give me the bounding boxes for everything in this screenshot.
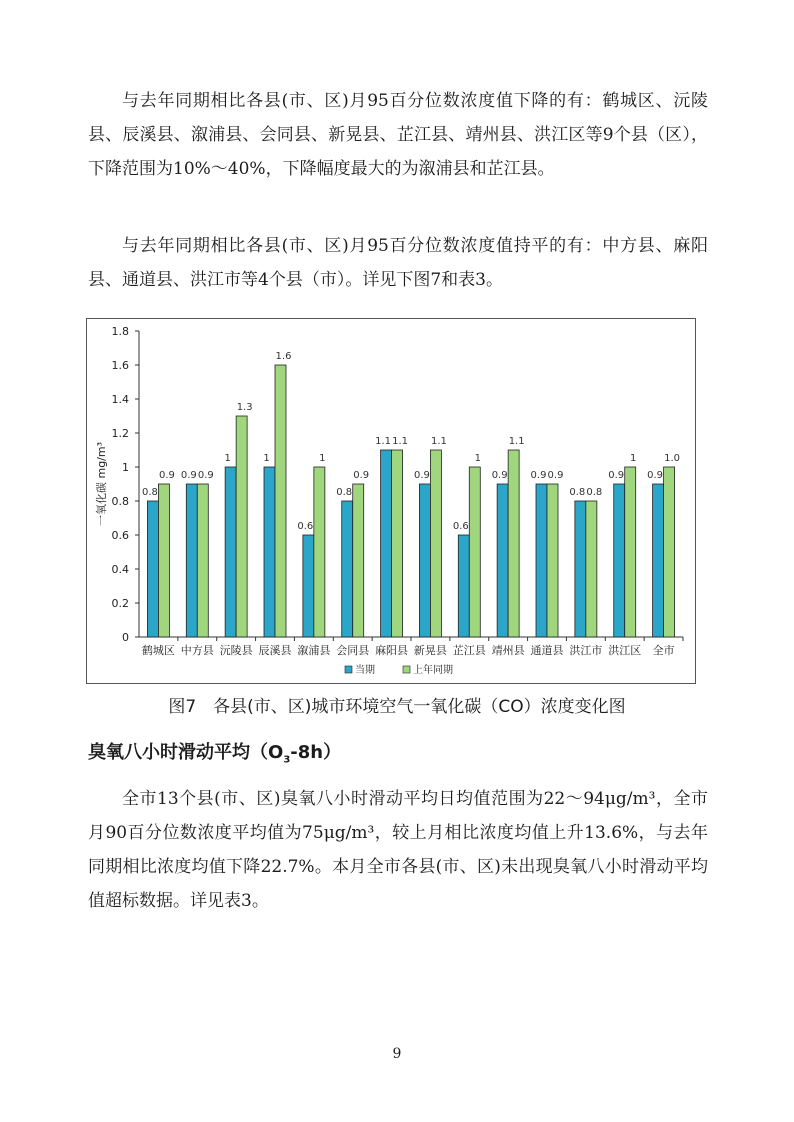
bar-current xyxy=(536,484,547,637)
bar-current xyxy=(303,535,314,637)
x-tick-label: 沅陵县 xyxy=(219,644,253,657)
data-label: 0.6 xyxy=(452,521,469,532)
y-tick-label: 1.8 xyxy=(111,325,129,338)
bar-last-year xyxy=(353,484,364,637)
data-label: 0.8 xyxy=(586,487,603,498)
data-label: 0.9 xyxy=(608,470,625,481)
section-heading-main: 臭氧八小时滑动平均（O xyxy=(88,742,284,763)
x-tick-label: 洪江区 xyxy=(608,644,642,657)
data-label: 0.9 xyxy=(158,470,175,481)
data-label: 1.1 xyxy=(430,436,447,447)
bar-last-year xyxy=(430,450,441,637)
data-label: 0.9 xyxy=(491,470,508,481)
x-tick-label: 麻阳县 xyxy=(375,644,409,657)
x-tick-label: 中方县 xyxy=(180,644,214,657)
bar-last-year xyxy=(158,484,169,637)
data-label: 0.6 xyxy=(297,521,314,532)
data-label: 1.1 xyxy=(392,436,409,447)
data-label: 1.6 xyxy=(275,351,292,362)
y-tick-label: 1.2 xyxy=(111,427,129,440)
data-label: 1.0 xyxy=(664,453,681,464)
data-label: 0.8 xyxy=(336,487,353,498)
y-axis-label: 一氧化碳 mg/m³ xyxy=(95,441,108,527)
bar-last-year xyxy=(392,450,403,637)
bar-current xyxy=(653,484,664,637)
bar-current xyxy=(225,467,236,637)
y-tick-label: 0.8 xyxy=(111,495,129,508)
x-tick-label: 靖州县 xyxy=(491,644,525,657)
data-label: 1.1 xyxy=(508,436,525,447)
data-label: 1 xyxy=(630,453,637,464)
data-label: 1 xyxy=(474,453,481,464)
y-tick-label: 0 xyxy=(122,631,129,644)
figure-caption: 图7 各县(市、区)城市环境空气一氧化碳（CO）浓度变化图 xyxy=(168,697,626,717)
co-concentration-chart xyxy=(86,318,696,684)
x-tick-label: 洪江市 xyxy=(569,644,603,657)
y-tick-label: 1.6 xyxy=(111,359,129,372)
x-tick-label: 通道县 xyxy=(530,644,564,657)
bar-last-year xyxy=(314,467,325,637)
x-tick-label: 辰溪县 xyxy=(258,644,292,657)
bar-last-year xyxy=(586,501,597,637)
data-label: 0.8 xyxy=(141,487,158,498)
data-label: 0.9 xyxy=(197,470,214,481)
y-tick-label: 1 xyxy=(122,461,129,474)
data-label: 1.3 xyxy=(236,402,253,413)
legend-swatch-current xyxy=(345,666,352,673)
data-label: 0.9 xyxy=(647,470,664,481)
x-tick-label: 会同县 xyxy=(336,644,370,657)
page-number: 9 xyxy=(392,1046,402,1062)
bar-last-year xyxy=(469,467,480,637)
legend-label-last-year: 上年同期 xyxy=(413,665,453,676)
section-heading-subscript: 3 xyxy=(283,754,291,766)
y-tick-label: 0.2 xyxy=(111,597,129,610)
bar-current xyxy=(147,501,158,637)
data-label: 1.1 xyxy=(375,436,392,447)
bar-last-year xyxy=(197,484,208,637)
section-heading xyxy=(88,738,341,766)
bar-current xyxy=(264,467,275,637)
bar-current xyxy=(614,484,625,637)
bar-current xyxy=(419,484,430,637)
paragraph-flat: 与去年同期相比各县(市、区)月95百分位数浓度值持平的有：中方县、麻阳县、通道县、洪江市等4个县（市）。详见下图7和表3。 xyxy=(88,236,708,290)
legend-label-current: 当期 xyxy=(355,665,375,676)
bar-current xyxy=(458,535,469,637)
bar-last-year xyxy=(664,467,675,637)
data-label: 1 xyxy=(319,453,326,464)
x-tick-label: 鹤城区 xyxy=(141,644,175,657)
y-tick-label: 0.4 xyxy=(111,563,129,576)
data-label: 0.8 xyxy=(569,487,586,498)
data-label: 1 xyxy=(224,453,231,464)
x-tick-label: 新晃县 xyxy=(413,644,447,657)
chart-canvas xyxy=(87,319,695,683)
paragraph-ozone: 全市13个县(市、区)臭氧八小时滑动平均日均值范围为22～94μg/m³，全市月90百分位数浓度平均值为75μg/m³，较上月相比浓度均值上升13.6%，与去年同期相比浓度均值下降22.7%。本月全市各县(市、区)未出现臭氧八小时滑动平均值超标数据。详见表3。 xyxy=(88,789,708,911)
bar-last-year xyxy=(236,416,247,637)
x-tick-label: 全市 xyxy=(652,644,675,657)
bar-current xyxy=(575,501,586,637)
bar-current xyxy=(342,501,353,637)
data-label: 0.9 xyxy=(530,470,547,481)
bar-last-year xyxy=(275,365,286,637)
data-label: 0.9 xyxy=(180,470,197,481)
data-label: 0.9 xyxy=(353,470,370,481)
bar-current xyxy=(381,450,392,637)
data-label: 1 xyxy=(263,453,270,464)
bar-last-year xyxy=(625,467,636,637)
x-tick-label: 芷江县 xyxy=(452,644,486,657)
y-tick-label: 0.6 xyxy=(111,529,129,542)
section-heading-tail: -8h） xyxy=(290,742,342,763)
y-tick-label: 1.4 xyxy=(111,393,129,406)
x-tick-label: 溆浦县 xyxy=(297,644,331,657)
bar-current xyxy=(497,484,508,637)
bar-current xyxy=(186,484,197,637)
data-label: 0.9 xyxy=(413,470,430,481)
bar-last-year xyxy=(508,450,519,637)
paragraph-decrease: 与去年同期相比各县(市、区)月95百分位数浓度值下降的有：鹤城区、沅陵县、辰溪县、溆浦县、会同县、新晃县、芷江县、靖州县、洪江区等9个县（区），下降范围为10%～40%，下降幅度最大的为溆浦县和芷江县。 xyxy=(88,91,708,179)
data-label: 0.9 xyxy=(547,470,564,481)
legend-swatch-last-year xyxy=(403,666,410,673)
bar-last-year xyxy=(547,484,558,637)
